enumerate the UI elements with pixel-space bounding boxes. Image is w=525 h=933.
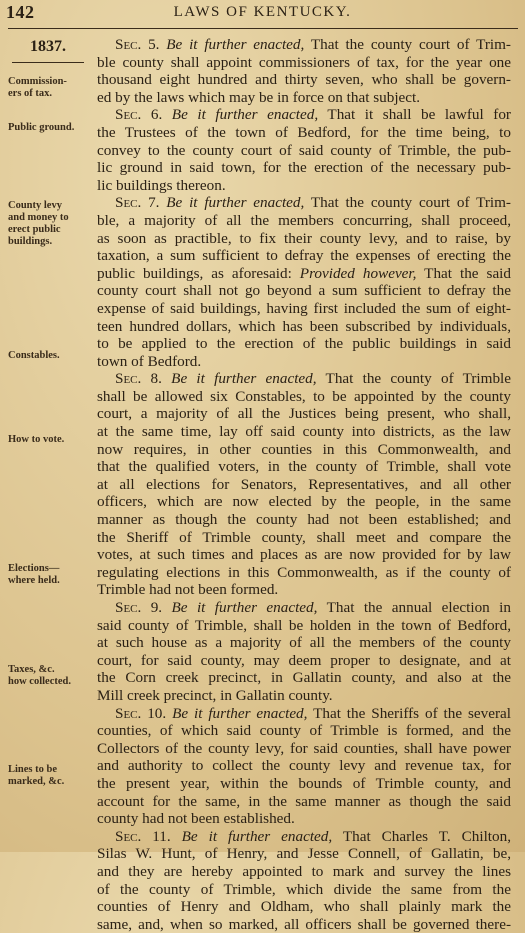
text-segment: Silas W. Hunt, of Henry, and Jesse Connell, of Gallatin, be, — [97, 845, 511, 863]
margin-note-how-to-vote: How to vote. — [8, 434, 65, 445]
text-line — [97, 230, 511, 248]
text-line — [97, 282, 511, 300]
text-segment: same, and, when so marked, all officers shall be governed there- — [97, 915, 511, 933]
text-segment: thousand eight hundred and thirty seven, who shall be govern- — [97, 71, 511, 89]
text-line — [97, 71, 511, 89]
text-line — [97, 441, 511, 459]
text-line — [97, 212, 511, 230]
year-label: 1837. — [30, 38, 66, 55]
text-line — [97, 916, 511, 933]
section-number: Sec. 5. — [115, 36, 160, 53]
text-line — [97, 106, 511, 124]
text-segment: Collectors of the county levy, for said counties, shall have power — [97, 739, 511, 757]
text-segment: and authority to collect the county levy and revenue tax, for — [97, 757, 511, 775]
text-line — [97, 863, 511, 881]
section-number: Sec. 6. — [115, 106, 163, 124]
text-line — [97, 247, 511, 265]
text-line — [97, 669, 511, 687]
section-number: Sec. 9. — [115, 599, 163, 616]
text-segment: ble, a majority of all the members concurring, shall proceed, — [97, 211, 511, 229]
text-segment: at such house as a majority of all the members of the county — [97, 634, 511, 652]
text-line — [97, 265, 511, 283]
text-segment: counties of Henry and Oldham, who shall plainly mark the — [97, 898, 511, 916]
text-segment: That the county court of Trim- — [304, 36, 511, 53]
text-line — [97, 54, 511, 72]
section-number: Sec. 11. — [115, 827, 171, 845]
text-segment: expense of said buildings, having first included the sum of eight- — [97, 299, 511, 317]
enacting-phrase: Be it further enacted, — [170, 827, 333, 845]
text-line — [97, 370, 511, 388]
statute-text — [97, 36, 511, 933]
text-line — [97, 705, 511, 723]
text-line — [97, 881, 511, 899]
text-line — [97, 423, 511, 441]
text-segment: to be applied to the erection of the public buildings in said — [97, 335, 511, 353]
text-segment: account for the same, in the same manner as though the said — [97, 792, 511, 810]
text-segment: That the annual election in — [317, 599, 511, 616]
text-segment: counties, of which said county of Trimble is formed, and the — [97, 722, 511, 740]
margin-note-taxes: Taxes, &c. how collected. — [8, 664, 71, 687]
text-segment: manner as though the county had not been established; and — [97, 511, 511, 529]
text-segment: votes, at such times and places as are now provided for by law — [97, 546, 511, 564]
text-segment: regulating elections in this Commonwealth, as if the county of — [97, 563, 511, 581]
text-segment: court, for said county, may deem proper to designate, and at — [97, 651, 511, 669]
text-segment: at the same time, lay off said county into districts, as the law — [97, 423, 511, 441]
text-segment: the present year, within the bounds of Trimble county, and — [97, 774, 511, 792]
text-segment: Mill creek precinct, in Gallatin county. — [97, 686, 333, 704]
text-segment: officers, which are now elected by the people, in the same — [97, 493, 511, 511]
enacting-phrase: Be it further enacted, — [159, 36, 305, 53]
running-head: LAWS OF KENTUCKY. — [173, 4, 352, 20]
text-segment: the Corn creek precinct, in Gallatin county, and also at the — [97, 669, 511, 687]
text-segment: public buildings, as aforesaid: — [97, 264, 292, 282]
text-line — [97, 300, 511, 318]
margin-note-elections: Elections— where held. — [8, 563, 60, 586]
margin-note-commissioners: Commission- ers of tax. — [8, 76, 67, 99]
text-segment: of the county of Trimble, which divide the same from the — [97, 880, 511, 898]
text-segment: said county of Trimble, shall be holden in the town of Bedford, — [97, 616, 511, 634]
text-segment: That Charles T. Chilton, — [332, 827, 511, 845]
text-line — [97, 634, 511, 652]
text-line — [97, 194, 511, 212]
text-line — [97, 353, 511, 371]
text-segment: that the qualified voters, in the county of Trimble, shall vote — [97, 458, 511, 476]
text-segment: Trimble had not been formed. — [97, 581, 279, 599]
text-segment: That the county of Trimble — [316, 370, 511, 388]
text-segment: at all elections for Senators, Representatives, and all other — [97, 475, 511, 493]
text-line — [97, 687, 511, 705]
text-line — [97, 898, 511, 916]
text-line — [97, 476, 511, 494]
text-line — [97, 177, 511, 195]
text-segment: That the Sheriffs of the several — [307, 704, 511, 722]
text-segment: court, a majority of all the Justices being present, who shall, — [97, 405, 511, 423]
text-segment: now requires, in other counties in this Commonwealth, and — [97, 440, 511, 458]
text-line — [97, 493, 511, 511]
text-line — [97, 564, 511, 582]
text-segment: ed by the laws which may be in force on that subject. — [97, 88, 421, 106]
text-line — [97, 159, 511, 177]
text-line — [97, 529, 511, 547]
section-number: Sec. 8. — [115, 370, 162, 388]
enacting-phrase: Provided however, — [291, 264, 417, 282]
text-line — [97, 828, 511, 846]
text-line — [97, 810, 511, 828]
enacting-phrase: Be it further enacted, — [162, 106, 319, 124]
text-segment: county had not been established. — [97, 810, 295, 828]
margin-note-county-levy: County levy and money to erect public buildings. — [8, 200, 69, 247]
text-line — [97, 458, 511, 476]
text-line — [97, 388, 511, 406]
margin-note-public-ground: Public ground. — [8, 122, 75, 133]
text-line — [97, 652, 511, 670]
text-segment: That the county court of Trim- — [304, 194, 511, 212]
year-rule — [12, 62, 84, 63]
text-line — [97, 581, 511, 599]
text-line — [97, 845, 511, 863]
text-line — [97, 318, 511, 336]
text-line — [97, 617, 511, 635]
header-rule — [8, 28, 518, 29]
text-line — [97, 546, 511, 564]
enacting-phrase: Be it further enacted, — [159, 194, 305, 212]
text-line — [97, 599, 511, 617]
text-line — [97, 142, 511, 160]
text-segment: shall be allowed six Constables, to be appointed by the county — [97, 387, 511, 405]
text-segment: lic buildings thereon. — [97, 176, 226, 194]
enacting-phrase: Be it further enacted, — [166, 704, 308, 722]
text-line — [97, 36, 511, 54]
page-header — [0, 0, 525, 22]
text-segment: convey to the county court of said county of Trimble, the pub- — [97, 141, 511, 159]
text-segment: taxation, a sum sufficient to defray the expenses of erecting the — [97, 247, 511, 265]
text-segment: town of Bedford. — [97, 352, 202, 370]
text-segment: ble county shall appoint commissioners of tax, for the year one — [97, 53, 511, 71]
text-segment: lic ground in said town, for the erection of the necessary pub- — [97, 159, 511, 177]
text-segment: county court shall not go beyond a sum sufficient to defray the — [97, 282, 511, 300]
section-number: Sec. 7. — [115, 194, 160, 212]
text-line — [97, 124, 511, 142]
text-line — [97, 89, 511, 107]
text-segment: That it shall be lawful for — [318, 106, 511, 124]
text-line — [97, 722, 511, 740]
enacting-phrase: Be it further enacted, — [161, 370, 317, 388]
text-line — [97, 793, 511, 811]
text-segment: as soon as practible, to fix their county levy, and to raise, by — [97, 229, 511, 247]
text-segment: the Sheriff of Trimble county, shall meet and compare the — [97, 528, 511, 546]
text-line — [97, 335, 511, 353]
text-line — [97, 405, 511, 423]
enacting-phrase: Be it further enacted, — [162, 599, 318, 616]
text-segment: teen hundred dollars, which has been subscribed by individuals, — [97, 317, 511, 335]
margin-note-lines: Lines to be marked, &c. — [8, 764, 65, 787]
text-line — [97, 740, 511, 758]
text-line — [97, 757, 511, 775]
text-segment: and they are hereby appointed to mark and survey the lines — [97, 862, 511, 880]
margin-note-constables: Constables. — [8, 350, 60, 361]
text-line — [97, 511, 511, 529]
text-line — [97, 775, 511, 793]
section-number: Sec. 10. — [115, 704, 167, 722]
page-number: 142 — [6, 2, 35, 22]
text-segment: the Trustees of the town of Bedford, for the time being, to — [97, 123, 511, 141]
text-segment: That the said — [416, 264, 511, 282]
